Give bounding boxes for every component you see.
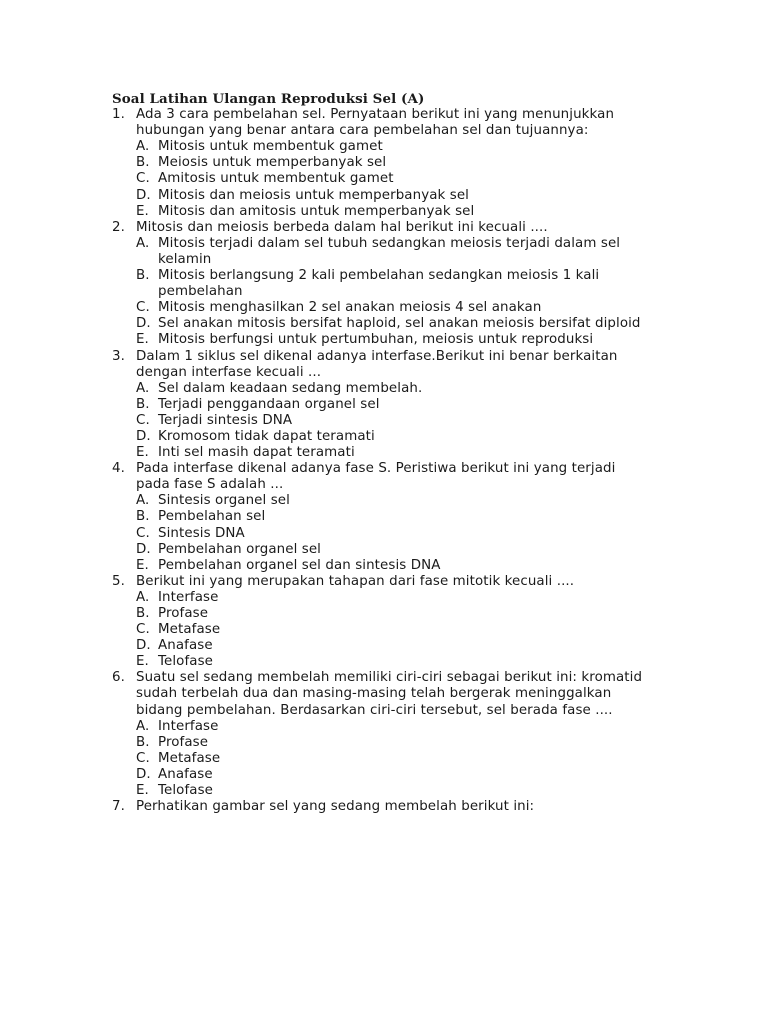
question-3	[112, 349, 652, 462]
question-number: 4.	[112, 461, 125, 477]
option-text: Pembelahan sel	[158, 509, 266, 525]
question-body	[136, 107, 652, 220]
answer-option	[136, 139, 652, 155]
option-text: Meiosis untuk memperbanyak sel	[158, 155, 387, 171]
option-text: Anafase	[158, 638, 213, 654]
option-letter: C.	[136, 171, 150, 187]
option-letter: C.	[136, 412, 150, 428]
question-body	[136, 220, 652, 349]
question-2	[112, 220, 652, 349]
question-number: 7.	[112, 799, 125, 815]
option-text: Interfase	[158, 718, 219, 734]
question-number: 2.	[112, 219, 125, 235]
option-letter: B.	[136, 396, 150, 412]
option-letter: B.	[136, 155, 150, 171]
option-letter: A.	[136, 380, 150, 396]
option-letter: E.	[136, 557, 149, 573]
question-6	[112, 670, 652, 799]
option-letter: B.	[136, 734, 150, 750]
answer-option	[136, 171, 652, 187]
option-letter: D.	[136, 316, 151, 332]
option-letter: A.	[136, 589, 150, 605]
option-text: Metafase	[158, 622, 221, 638]
answer-option	[136, 767, 652, 783]
question-4	[112, 461, 652, 574]
option-text: Mitosis untuk membentuk gamet	[158, 139, 383, 155]
option-text: Sintesis DNA	[158, 525, 245, 541]
question-body	[136, 574, 652, 671]
option-letter: C.	[136, 750, 150, 766]
answer-option	[136, 719, 652, 735]
answer-option	[136, 332, 652, 348]
answer-option	[136, 509, 652, 525]
answer-option	[136, 300, 652, 316]
question-body	[136, 349, 652, 462]
answer-option	[136, 493, 652, 509]
answer-option	[136, 204, 652, 220]
question-number: 1.	[112, 107, 125, 123]
option-text: Amitosis untuk membentuk gamet	[158, 171, 394, 187]
question-number: 6.	[112, 670, 125, 686]
option-letter: A.	[136, 235, 150, 251]
option-text: Terjadi sintesis DNA	[158, 412, 293, 428]
answer-option	[136, 397, 652, 413]
answer-option	[136, 638, 652, 654]
question-number: 3.	[112, 348, 125, 364]
option-text: Sel anakan mitosis bersifat haploid, sel anakan meiosis bersifat diploid	[158, 316, 641, 332]
answer-option	[136, 268, 652, 300]
option-text: Profase	[158, 734, 209, 750]
answer-option	[136, 751, 652, 767]
option-text: Telofase	[158, 783, 213, 799]
question-text: Mitosis dan meiosis berbeda dalam hal berikut ini kecuali ....	[136, 219, 548, 235]
question-7	[112, 799, 652, 815]
answer-option	[136, 236, 652, 268]
question-text: Perhatikan gambar sel yang sedang membelah berikut ini:	[136, 799, 535, 815]
answer-option	[136, 783, 652, 799]
option-text: Mitosis dan meiosis untuk memperbanyak sel	[158, 187, 469, 203]
answer-option	[136, 622, 652, 638]
question-text: Dalam 1 siklus sel dikenal adanya interfase.Berikut ini benar berkaitan dengan interfase kecuali ...	[136, 348, 618, 380]
option-text: Terjadi penggandaan organel sel	[158, 396, 380, 412]
answer-option	[136, 526, 652, 542]
option-letter: D.	[136, 766, 151, 782]
question-text: Berikut ini yang merupakan tahapan dari fase mitotik kecuali ....	[136, 573, 575, 589]
answer-option	[136, 316, 652, 332]
option-text: Sintesis organel sel	[158, 493, 290, 509]
option-text: Inti sel masih dapat teramati	[158, 445, 355, 461]
answer-option	[136, 654, 652, 670]
option-letter: E.	[136, 445, 149, 461]
option-letter: A.	[136, 718, 150, 734]
option-text: Pembelahan organel sel dan sintesis DNA	[158, 557, 441, 573]
option-text: Profase	[158, 606, 209, 621]
option-text: Sel dalam keadaan sedang membelah.	[158, 380, 423, 396]
option-letter: D.	[136, 638, 151, 654]
option-letter: E.	[136, 654, 149, 670]
answer-option	[136, 429, 652, 445]
option-text: Interfase	[158, 589, 219, 605]
option-text: Kromosom tidak dapat teramati	[158, 428, 375, 444]
answer-option	[136, 606, 652, 622]
option-letter: A.	[136, 139, 150, 155]
option-letter: E.	[136, 783, 149, 799]
document-title: Soal Latihan Ulangan Reproduksi Sel (A)	[112, 91, 425, 107]
question-list	[112, 107, 652, 815]
answer-option	[136, 590, 652, 606]
option-letter: D.	[136, 541, 151, 557]
answer-option	[136, 558, 652, 574]
option-letter: C.	[136, 622, 150, 638]
question-text: Suatu sel sedang membelah memiliki ciri-ciri sebagai berikut ini: kromatid sudah terbelah dua dan masing-masing telah bergerak meninggalkan bidang pembelahan. Berdasarkan ciri-ciri tersebut, sel berada fase ....	[136, 670, 643, 718]
option-text: Anafase	[158, 766, 213, 782]
question-text: Pada interfase dikenal adanya fase S. Peristiwa berikut ini yang terjadi pada fase S adalah ...	[136, 461, 616, 493]
option-letter: B.	[136, 509, 150, 525]
option-text: Mitosis dan amitosis untuk memperbanyak sel	[158, 203, 475, 219]
option-text: Mitosis berfungsi untuk pertumbuhan, meiosis untuk reproduksi	[158, 332, 594, 348]
answer-option	[136, 155, 652, 171]
question-body	[136, 799, 652, 815]
answer-option	[136, 413, 652, 429]
option-text: Telofase	[158, 654, 213, 670]
question-number: 5.	[112, 573, 125, 589]
option-text: Pembelahan organel sel	[158, 541, 321, 557]
question-5	[112, 574, 652, 671]
option-letter: B.	[136, 606, 150, 621]
option-letter: C.	[136, 300, 150, 316]
question-text: Ada 3 cara pembelahan sel. Pernyataan berikut ini yang menunjukkan hubungan yang benar antara cara pembelahan sel dan tujuannya:	[136, 107, 615, 139]
question-1	[112, 107, 652, 220]
option-text: Metafase	[158, 750, 221, 766]
question-body	[136, 670, 652, 799]
option-text: Mitosis berlangsung 2 kali pembelahan sedangkan meiosis 1 kali pembelahan	[158, 268, 600, 300]
option-letter: D.	[136, 428, 151, 444]
option-letter: E.	[136, 332, 149, 348]
answer-option	[136, 542, 652, 558]
option-text: Mitosis terjadi dalam sel tubuh sedangkan meiosis terjadi dalam sel kelamin	[158, 235, 621, 267]
option-letter: D.	[136, 187, 151, 203]
answer-option	[136, 381, 652, 397]
option-letter: B.	[136, 268, 150, 284]
option-letter: E.	[136, 203, 149, 219]
answer-option	[136, 735, 652, 751]
option-letter: C.	[136, 525, 150, 541]
answer-option	[136, 445, 652, 461]
option-text: Mitosis menghasilkan 2 sel anakan meiosis 4 sel anakan	[158, 300, 542, 316]
worksheet	[112, 91, 652, 815]
question-body	[136, 461, 652, 574]
answer-option	[136, 188, 652, 204]
option-letter: A.	[136, 493, 150, 509]
